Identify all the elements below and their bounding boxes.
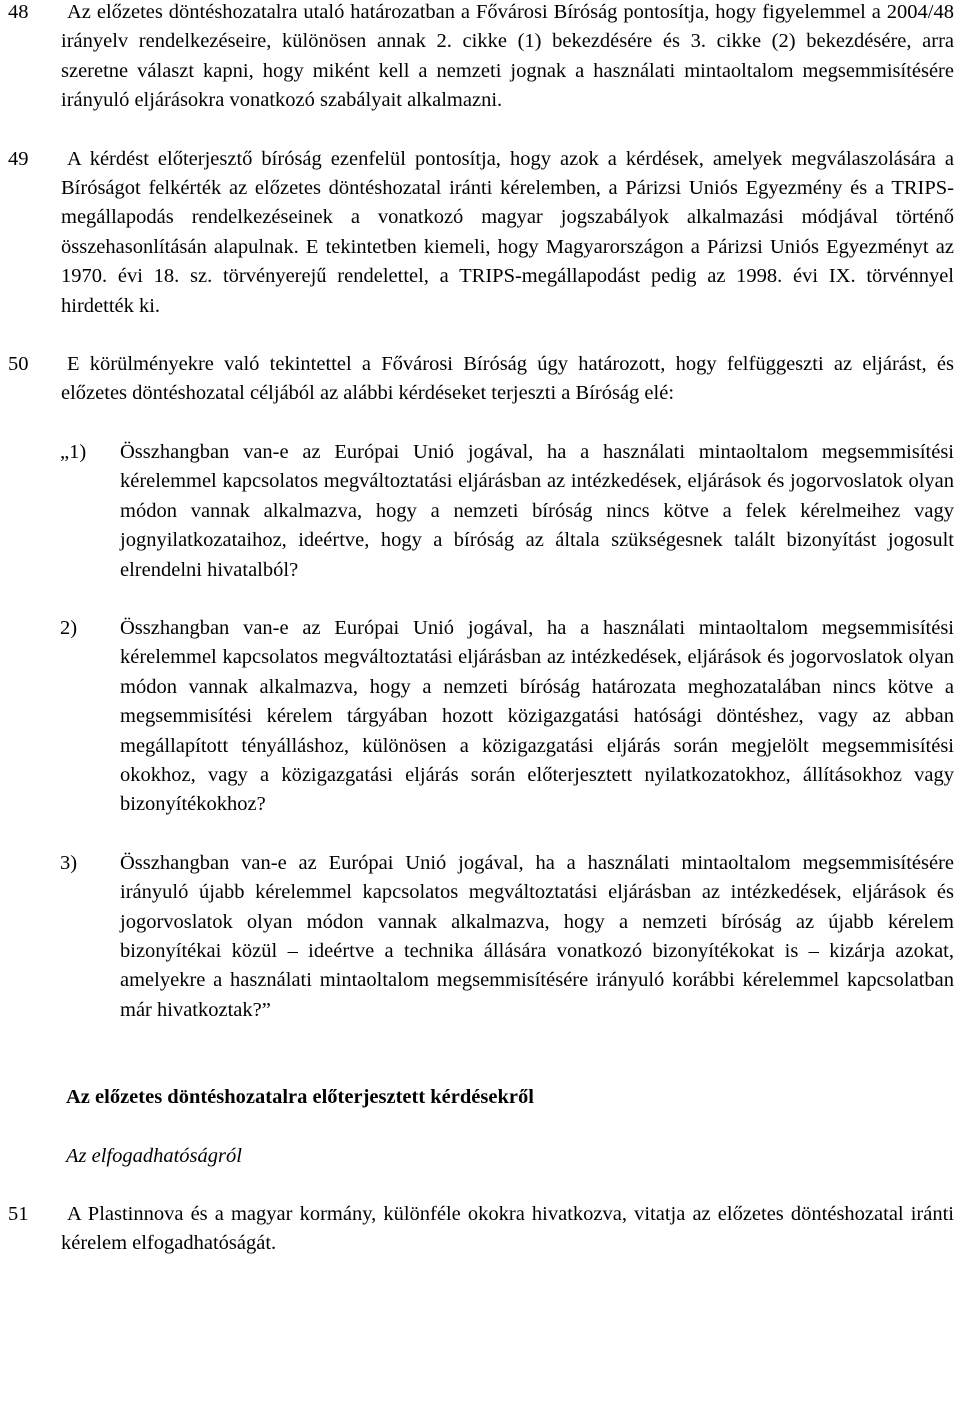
paragraph-51 xyxy=(0,1200,960,1259)
paragraph-50 xyxy=(0,350,960,409)
question-1 xyxy=(0,438,960,585)
question-text: Összhangban van-e az Európai Unió jogával, ha a használati mintaoltalom megsemmisítési kérelemmel kapcsolatos megváltoztatási eljárásban az intézkedések, eljárások és jogorvoslatok olyan módon vannak alkalmazva, hogy a nemzeti bíróság határozata meghozatalában nincs kötve a megsemmisítési kérelem tárgyában hozott közigazgatási hatósági döntéshez, vagy az abban megállapított tényálláshoz, különösen a közigazgatási eljárás során megjelölt megsemmisítési okokhoz, vagy a közigazgatási eljárás során előterjesztett nyilatkozatokhoz, állításokhoz vagy bizonyítékokhoz? xyxy=(120,616,954,816)
paragraph-number: 50 xyxy=(8,353,29,376)
question-text: Összhangban van-e az Európai Unió jogával, ha a használati mintaoltalom megsemmisítési kérelemmel kapcsolatos megváltoztatási eljárásban az intézkedések, eljárások és jogorvoslatok olyan módon vannak alkalmazva, hogy a nemzeti bíróság nincs kötve a felek kérelmeihez vagy jognyilatkozataihoz, ideértve, hogy a bíróság az általa szükségesnek talált bizonyítást jogosult elrendelni hivatalból? xyxy=(120,440,954,581)
paragraph-48 xyxy=(0,0,960,116)
question-number: 3) xyxy=(60,851,78,874)
paragraph-49 xyxy=(0,145,960,321)
question-number: „1) xyxy=(60,440,87,463)
question-2 xyxy=(0,614,960,820)
section-heading: Az előzetes döntéshozatalra előterjesztett kérdésekről xyxy=(66,1086,534,1109)
question-3 xyxy=(0,849,960,1025)
question-number: 2) xyxy=(60,616,78,639)
paragraph-number: 51 xyxy=(8,1203,29,1225)
paragraph-number: 49 xyxy=(8,147,29,170)
paragraph-text: A kérdést előterjesztő bíróság ezenfelül pontosítja, hogy azok a kérdések, amelyek megválaszolására a Bíróságot felkérték az előzetes döntéshozatal iránti kérelemben, a Párizsi Uniós Egyezmény és a TRIPS-megállapodás rendelkezéseinek a vonatkozó magyar jogszabályok alkalmazási módjával történő összehasonlításán alapulnak. E tekintetben kiemeli, hogy Magyarországon a Párizsi Uniós Egyezményt az 1970. évi 18. sz. törvényerejű rendelettel, a TRIPS-megállapodást pedig az 1998. évi IX. törvénnyel hirdették ki. xyxy=(61,147,954,317)
subsection-heading: Az elfogadhatóságról xyxy=(66,1144,242,1167)
paragraph-text: A Plastinnova és a magyar kormány, különféle okokra hivatkozva, vitatja az előzetes döntéshozatal iránti kérelem elfogadhatóságát. xyxy=(61,1203,954,1255)
question-text: Összhangban van-e az Európai Unió jogával, ha a használati mintaoltalom megsemmisítésére irányuló újabb kérelemmel kapcsolatos megváltoztatási eljárásban az intézkedések, eljárások és jogorvoslatok olyan módon vannak alkalmazva, hogy a nemzeti bíróság az újabb kérelem bizonyítékai közül – ideértve a technika állására vonatkozó bizonyítékokat is – kizárja azokat, amelyekre a használati mintaoltalom megsemmisítésére irányuló korábbi kérelemmel kapcsolatban már hivatkoztak?” xyxy=(120,851,954,1021)
paragraph-number: 48 xyxy=(8,1,29,23)
paragraph-text: Az előzetes döntéshozatalra utaló határozatban a Fővárosi Bíróság pontosítja, hogy figyelemmel a 2004/48 irányelv rendelkezéseire, különösen annak 2. cikke (1) bekezdésére és 3. cikke (2) bekezdésére, arra szeretne választ kapni, hogy miként kell a nemzeti jognak a használati mintaoltalom megsemmisítésére irányuló eljárásokra vonatkozó szabályait alkalmazni. xyxy=(61,1,954,112)
paragraph-text: E körülményekre való tekintettel a Fővárosi Bíróság úgy határozott, hogy felfüggeszti az eljárást, és előzetes döntéshozatal céljából az alábbi kérdéseket terjeszti a Bíróság elé: xyxy=(61,353,954,405)
